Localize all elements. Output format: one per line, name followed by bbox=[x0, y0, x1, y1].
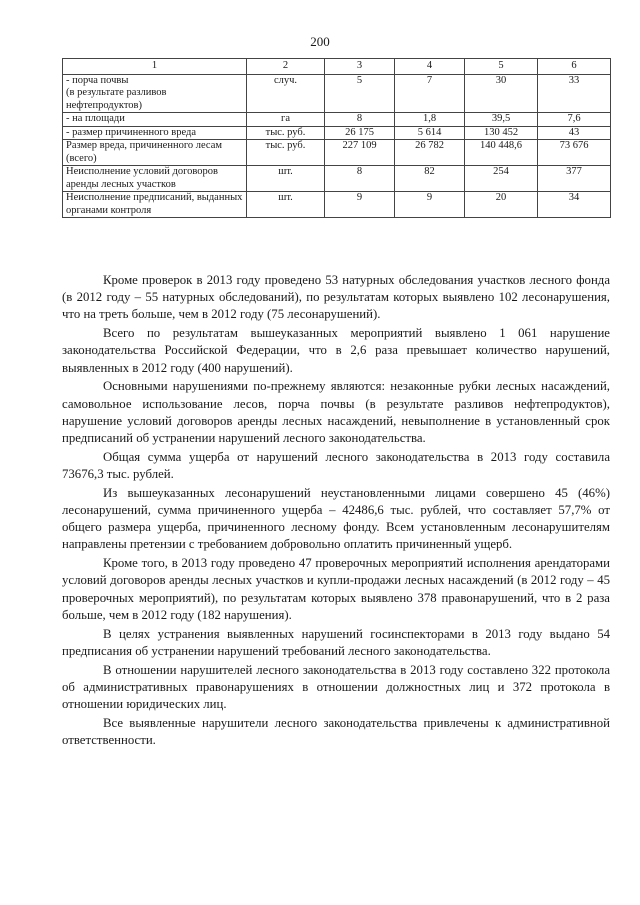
table-cell-label: - на площади bbox=[63, 113, 247, 127]
table-cell-unit: шт. bbox=[247, 192, 325, 218]
table-cell-value: 33 bbox=[538, 74, 611, 113]
paragraph: Основными нарушениями по-прежнему являются: незаконные рубки лесных насаждений, самовольное использование лесов, порча почвы (в результате разливов нефтепродуктов), нарушение условий договоров аренды лесных насаждений, невыполнение в установленный срок предписаний об устранении нарушений лесного законодательства. bbox=[62, 379, 610, 446]
table-header-cell: 5 bbox=[465, 59, 538, 75]
table-cell-unit: тыс. руб. bbox=[247, 140, 325, 166]
table-cell-value: 30 bbox=[465, 74, 538, 113]
table-cell-value: 8 bbox=[325, 113, 395, 127]
table-cell-value: 43 bbox=[538, 126, 611, 140]
table-cell-unit: шт. bbox=[247, 166, 325, 192]
paragraph: Общая сумма ущерба от нарушений лесного законодательства в 2013 году составила 73676,3 тыс. рублей. bbox=[62, 449, 610, 482]
table-cell-unit: га bbox=[247, 113, 325, 127]
table-header-row bbox=[63, 59, 611, 75]
paragraph: Из вышеуказанных лесонарушений неустановленными лицами совершено 45 (46%) лесонарушений, сумма причиненного ущерба – 42486,6 тыс. рублей, что составляет 57,7% от общего размера ущерба, причиненного лесному фонду. Всем установленным лесонарушителям направлены претензии с требованием добровольно оплатить причиненный ущерб. bbox=[62, 485, 610, 552]
table-cell-value: 1,8 bbox=[395, 113, 465, 127]
table-header-cell: 6 bbox=[538, 59, 611, 75]
table-cell-value: 39,5 bbox=[465, 113, 538, 127]
table-cell-label: Неисполнение предписаний, выданных органами контроля bbox=[63, 192, 247, 218]
table-cell-value: 20 bbox=[465, 192, 538, 218]
table-header-cell: 4 bbox=[395, 59, 465, 75]
paragraph: В целях устранения выявленных нарушений госинспекторами в 2013 году выдано 54 предписания об устранении нарушений требований лесного законодательства. bbox=[62, 626, 610, 658]
table-header-cell: 2 bbox=[247, 59, 325, 75]
table-cell-value: 7,6 bbox=[538, 113, 611, 127]
table-cell-label: - размер причиненного вреда bbox=[63, 126, 247, 140]
table-row bbox=[63, 140, 611, 166]
table-cell-label: Размер вреда, причиненного лесам (всего) bbox=[63, 140, 247, 166]
body-text bbox=[62, 272, 610, 751]
table-cell-value: 5 614 bbox=[395, 126, 465, 140]
table-cell-unit: тыс. руб. bbox=[247, 126, 325, 140]
table-cell-value: 140 448,6 bbox=[465, 140, 538, 166]
table-cell-value: 34 bbox=[538, 192, 611, 218]
table-header-cell: 1 bbox=[63, 59, 247, 75]
table-cell-value: 5 bbox=[325, 74, 395, 113]
table-cell-value: 9 bbox=[325, 192, 395, 218]
table-cell-value: 130 452 bbox=[465, 126, 538, 140]
table-cell-value: 7 bbox=[395, 74, 465, 113]
paragraph: Кроме проверок в 2013 году проведено 53 натурных обследования участков лесного фонда (в 2012 году – 55 натурных обследований), по результатам которых выявлено 102 лесонарушения, что на треть больше, чем в 2012 году (75 лесонарушений). bbox=[62, 273, 610, 322]
table-row bbox=[63, 166, 611, 192]
paragraph: Все выявленные нарушители лесного законодательства привлечены к административной ответственности. bbox=[62, 715, 610, 748]
table-header-cell: 3 bbox=[325, 59, 395, 75]
table-row bbox=[63, 74, 611, 113]
table-cell-value: 9 bbox=[395, 192, 465, 218]
table-cell-value: 377 bbox=[538, 166, 611, 192]
page-number: 200 bbox=[310, 34, 330, 49]
table-cell-value: 254 bbox=[465, 166, 538, 192]
table-cell-value: 82 bbox=[395, 166, 465, 192]
table-row bbox=[63, 113, 611, 127]
table-cell-unit: случ. bbox=[247, 74, 325, 113]
paragraph: В отношении нарушителей лесного законодательства в 2013 году составлено 322 протокола об административных правонарушениях в отношении должностных лиц и 372 протокола в отношении юридических лиц. bbox=[62, 662, 610, 712]
table-row bbox=[63, 126, 611, 140]
table-row bbox=[63, 192, 611, 218]
table-cell-value: 26 175 bbox=[325, 126, 395, 140]
table-cell-value: 73 676 bbox=[538, 140, 611, 166]
table-cell-value: 8 bbox=[325, 166, 395, 192]
table-cell-label: Неисполнение условий договоров аренды лесных участков bbox=[63, 166, 247, 192]
paragraph: Кроме того, в 2013 году проведено 47 проверочных мероприятий исполнения арендаторами условий договоров аренды лесных участков и купли-продажи лесных насаждений (в 2012 году – 45 проверочных мероприятий), по результатам которых выявлено 378 правонарушений, что в 2 раза больше, чем в 2012 году (182 нарушения). bbox=[62, 556, 610, 622]
table-cell-value: 227 109 bbox=[325, 140, 395, 166]
table-cell-value: 26 782 bbox=[395, 140, 465, 166]
table-cell-label: - порча почвы (в результате разливов нефтепродуктов) bbox=[63, 74, 247, 113]
violations-table bbox=[62, 58, 611, 218]
paragraph: Всего по результатам вышеуказанных мероприятий выявлено 1 061 нарушение законодательства Российской Федерации, что в 2,6 раза превышает количество нарушений, выявленных в 2012 году (400 нарушений). bbox=[62, 326, 610, 375]
